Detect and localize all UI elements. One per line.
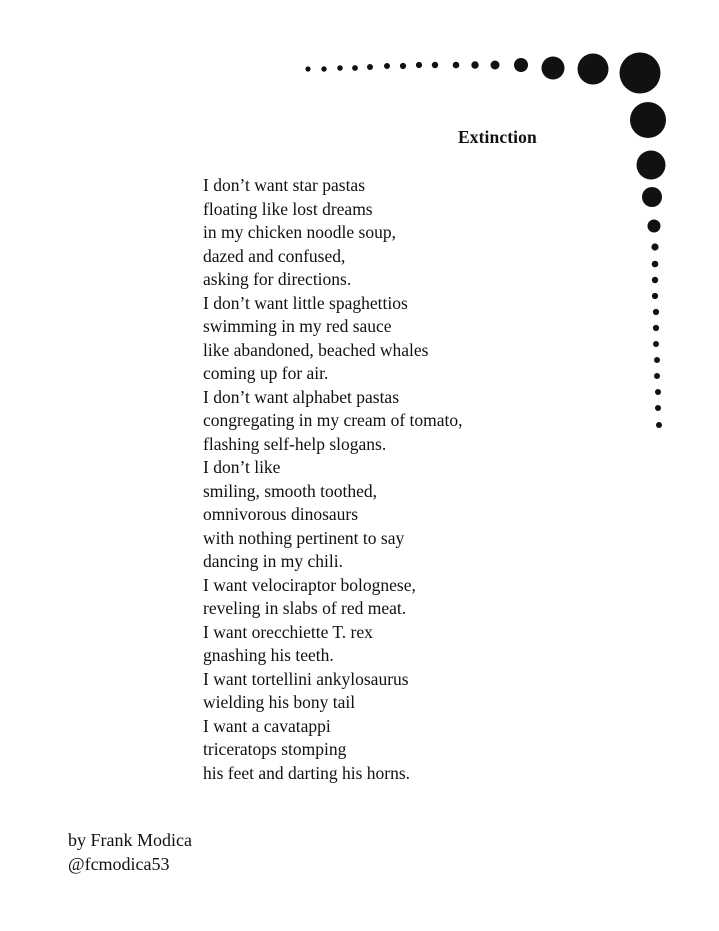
border-dot [652, 277, 658, 283]
poem-line: omnivorous dinosaurs [203, 504, 359, 524]
poem-line: smiling, smooth toothed, [203, 480, 378, 501]
author-handle: @fcmodica53 [68, 853, 170, 874]
border-dot [514, 58, 528, 72]
border-dot [337, 65, 343, 71]
border-dot [642, 187, 662, 207]
border-dot [654, 357, 660, 363]
poem-line: reveling in slabs of red meat. [203, 598, 407, 618]
border-dot [637, 151, 666, 180]
poem-line: flashing self-help slogans. [203, 433, 387, 454]
border-dot [491, 61, 500, 70]
poem-line: I want tortellini ankylosaurus [203, 668, 409, 689]
poem-line: swimming in my red sauce [203, 316, 392, 336]
poem-line: like abandoned, beached whales [203, 339, 429, 360]
poem-line: wielding his bony tail [203, 692, 356, 712]
border-dot [648, 220, 661, 233]
border-dot [655, 405, 661, 411]
poem-line: floating like lost dreams [203, 198, 373, 219]
border-dot [416, 62, 422, 68]
border-dot [321, 66, 326, 71]
poem-line: dazed and confused, [203, 245, 346, 266]
poem-line: I want velociraptor bolognese, [203, 574, 416, 595]
poem-line: I don’t want little spaghettios [203, 292, 408, 313]
poem-title: Extinction [458, 127, 537, 147]
author-name: by Frank Modica [68, 830, 192, 850]
poem-line: in my chicken noodle soup, [203, 222, 396, 242]
border-dot [630, 102, 666, 138]
poem-line: coming up for air. [203, 363, 329, 383]
border-dot [620, 53, 661, 94]
byline [68, 829, 192, 876]
poem-line: asking for directions. [203, 269, 352, 289]
poem-line: gnashing his teeth. [203, 645, 334, 665]
border-dot [305, 66, 310, 71]
border-dot [578, 54, 609, 85]
border-dot [651, 243, 658, 250]
poem-line: I want a cavatappi [203, 715, 331, 736]
border-dot [384, 63, 390, 69]
border-dot [653, 309, 659, 315]
border-dot [653, 325, 659, 331]
poem-body [203, 174, 463, 785]
poem-line: congregating in my cream of tomato, [203, 410, 463, 430]
border-dot [542, 57, 565, 80]
border-dot [453, 62, 460, 69]
poem-line: I don’t want alphabet pastas [203, 386, 400, 407]
poem-line: with nothing pertinent to say [203, 527, 405, 548]
border-dot [653, 341, 659, 347]
border-dot [655, 389, 661, 395]
border-dot [656, 422, 662, 428]
border-dot [652, 261, 659, 268]
border-dot [471, 61, 478, 68]
poem-line: his feet and darting his horns. [203, 762, 411, 783]
border-dot [367, 64, 373, 70]
border-dot [652, 293, 658, 299]
poem-line: triceratops stomping [203, 739, 347, 759]
poem-line: I don’t want star pastas [203, 175, 366, 195]
poem-line: I want orecchiette T. rex [203, 621, 373, 642]
poem-line: dancing in my chili. [203, 551, 343, 571]
border-dot [400, 63, 406, 69]
border-dot [654, 373, 660, 379]
border-dot [352, 65, 358, 71]
border-dot [432, 62, 438, 68]
poem-line: I don’t like [203, 457, 281, 477]
